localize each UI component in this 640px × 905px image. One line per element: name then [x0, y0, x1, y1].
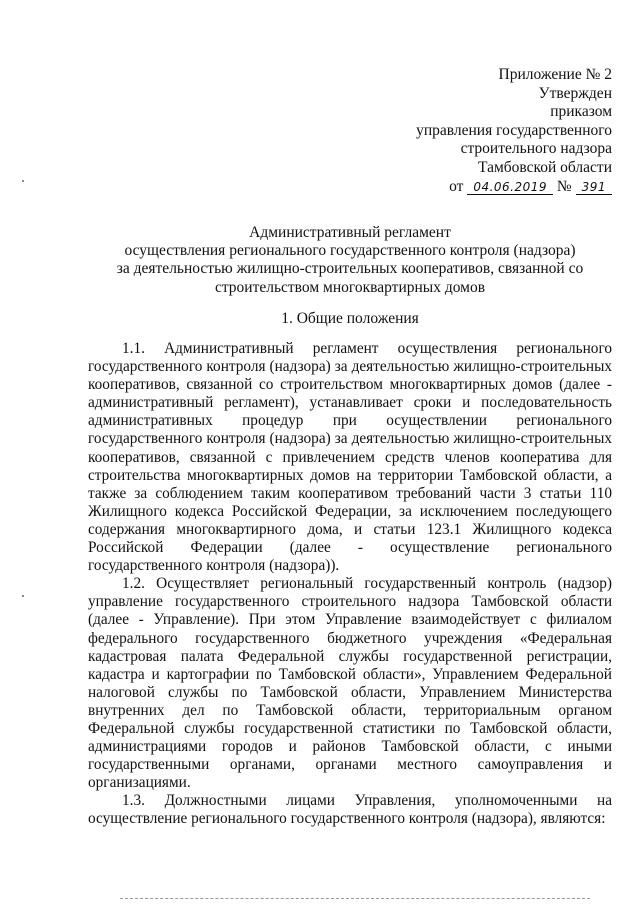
handwritten-date: 04.06.2019	[467, 180, 553, 195]
scan-speck	[22, 595, 24, 597]
approval-authority-line-2: строительного надзора	[460, 140, 612, 158]
title-line: Административный регламент	[249, 224, 451, 241]
approval-appendix-line: Приложение № 2	[498, 66, 612, 83]
paragraph-1-3: 1.3. Должностными лицами Управления, уполномоченными на осуществление регионального государственного контроля (надзора), являются:	[88, 792, 612, 828]
approval-authority-line: управления государственного	[416, 121, 612, 139]
page-bottom-edge	[120, 898, 590, 899]
approval-block	[416, 66, 612, 196]
approval-approved-line: Утвержден	[538, 84, 612, 102]
document-title	[90, 224, 610, 297]
handwritten-number: 391	[576, 180, 612, 195]
approval-order-line: приказом	[550, 103, 612, 121]
from-label: от	[449, 177, 464, 195]
title-line: осуществления регионального государственного контроля (надзора)	[124, 242, 576, 260]
section-heading: 1. Общие положения	[281, 310, 419, 327]
paragraph-1-1: 1.1. Административный регламент осуществления регионального государственного контроля (надзора) за деятельностью жилищно-строительных кооперативов, связанной со строительством многоквартирных домов (далее - административный регламент), устанавливает сроки и последовательность административных процедур при осуществлении регионального государственного контроля (надзора) за деятельностью жилищно-строительных кооперативов, связанной с привлечением средств членов кооператива для строительства многоквартирных домов на территории Тамбовской области, а также за соблюдением таким кооперативом требований части 3 статьи 110 Жилищного кодекса Российской Федерации, за исключением последующего содержания многоквартирного дома, и статьи 123.1 Жилищного кодекса Российской Федерации (далее - осуществление регионального государственного контроля (надзора)).	[88, 340, 612, 575]
approval-region-line: Тамбовской области	[478, 158, 612, 176]
paragraph-1-2: 1.2. Осуществляет региональный государственный контроль (надзор) управление государственного строительного надзора Тамбовской области (далее - Управление). При этом Управление взаимодействует с филиалом федерального государственного бюджетного учреждения «Федеральная кадастровая палата Федеральной службы государственной регистрации, кадастра и картографии по Тамбовской области», Управлением Федеральной налоговой службы по Тамбовской области, Управлением Министерства внутренних дел по Тамбовской области, территориальным органом Федеральной службы государственной статистики по Тамбовской области, администрациями городов и районов Тамбовской области, с иными государственными органами, органами местного самоуправления и организациями.	[88, 575, 612, 792]
title-line: за деятельностью жилищно-строительных кооперативов, связанной со	[116, 260, 584, 278]
document-body	[88, 340, 612, 829]
scan-speck	[22, 180, 24, 182]
number-label: №	[556, 177, 572, 195]
approval-date-number-line	[416, 178, 612, 197]
title-line: строительством многоквартирных домов	[214, 278, 486, 296]
